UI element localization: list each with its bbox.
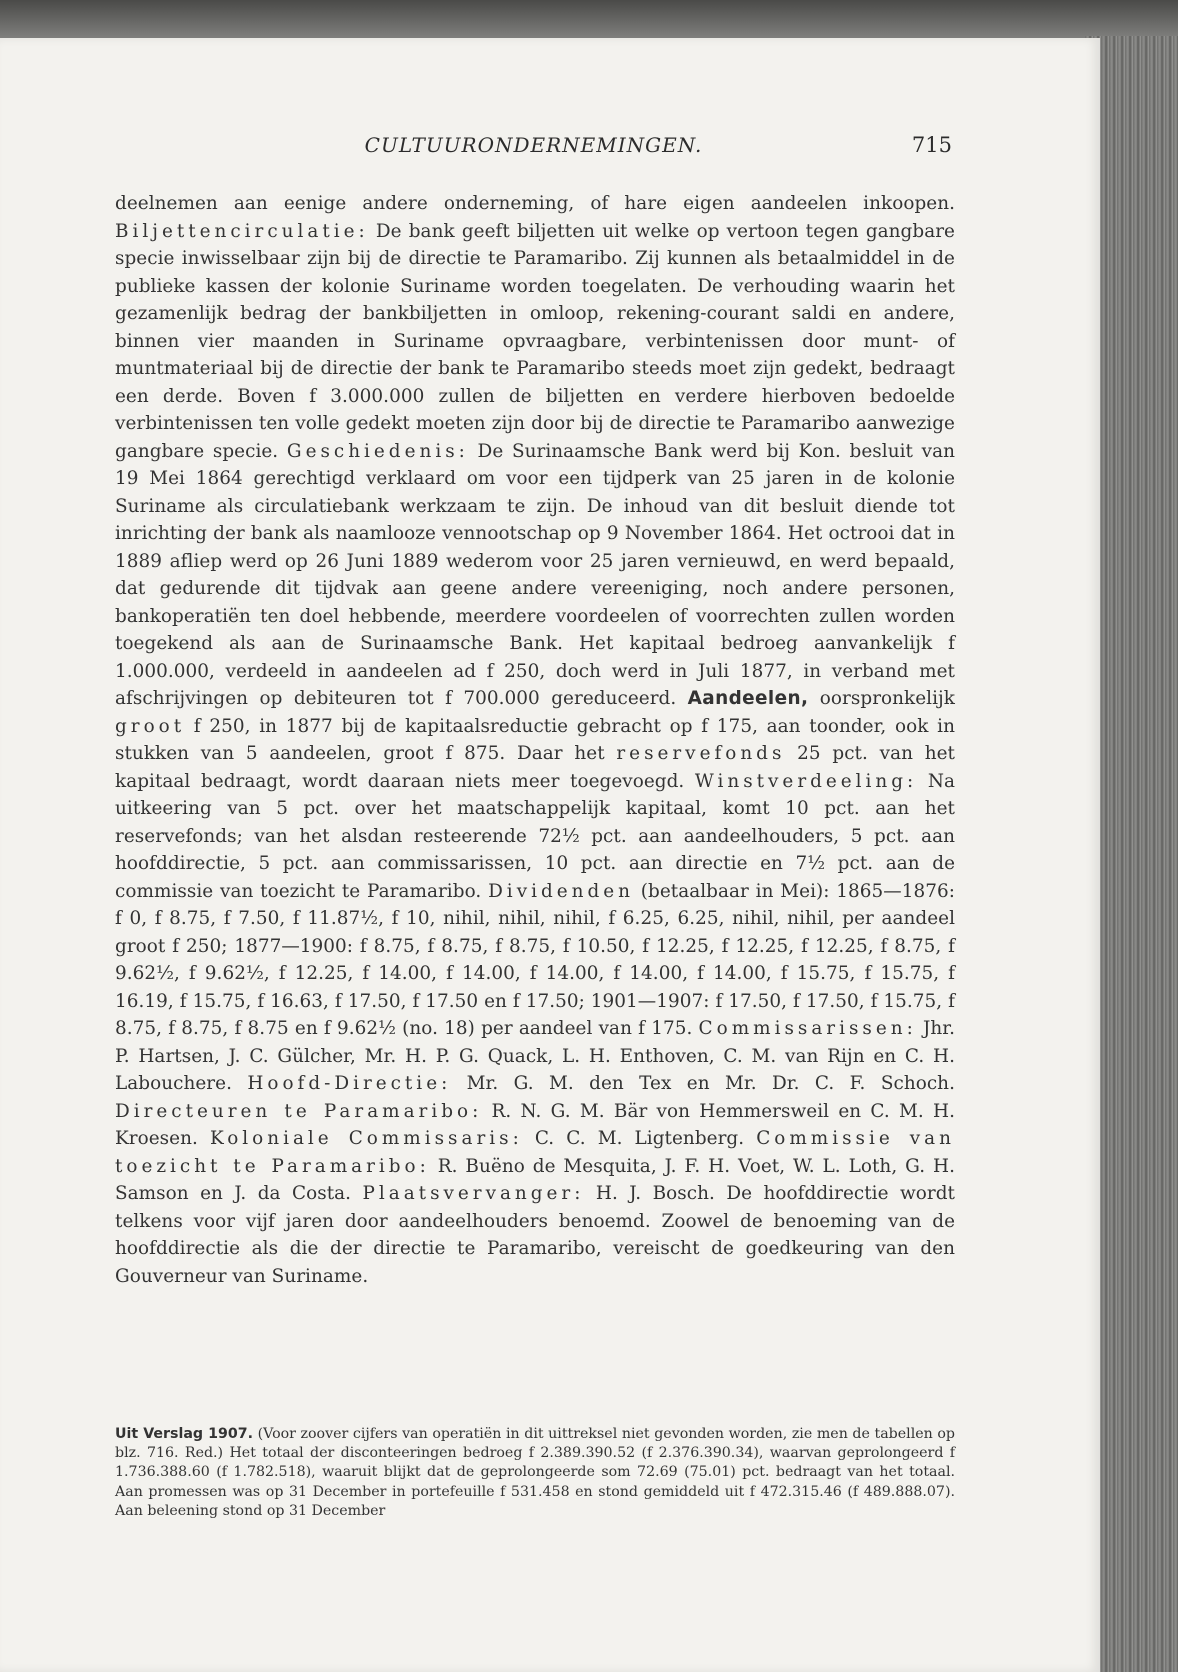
spaced-heading: Dividenden [488,880,634,902]
body-segment: deelnemen aan eenige andere onderneming, of hare eigen aandeelen inkoopen. [115,193,955,214]
body-segment: (betaalbaar in Mei): 1865—1876: f 0, f 8.75, f 7.50, f 11.87½, f 10, nihil, nihil, nihil, f 6.25, 6.25, nihil, nihil, per aandeel groot f 250; 1877—1900: f 8.75, f 8.75, f 8.75, f 10.50, f 12.25, f 12.25, f 12.25, f 8.75, f 9.62½, f 9.62½, f 12.25, f 14.00, f 14.00, f 14.00, f 14.00, f 14.00, f 15.75, f 15.75, f 16.19, f 15.75, f 16.63, f 17.50, f 17.50 en f 17.50; 1901—1907: f 17.50, f 17.50, f 15.75, f 8.75, f 8.75, f 8.75 en f 9.62½ (no. 18) per aandeel van f 175. [115,880,955,1039]
spaced-heading: groot [115,715,186,737]
body-segment: oorspronkelijk [808,688,955,709]
body-segment: Mr. G. M. den Tex en Mr. Dr. C. F. Schoch. [451,1073,955,1094]
page-header [115,133,952,169]
spaced-heading: Winstverdeeling: [694,770,918,792]
body-segment: C. C. M. Ligtenberg. [522,1128,757,1149]
body-segment: R. Buëno de Mesquita, J. F. H. Voet, W. L. Loth, G. H. Samson en J. da Costa. [115,1155,955,1204]
bold-heading: Aandeelen, [687,688,809,709]
spaced-heading: Plaatsvervanger: [362,1183,585,1204]
report-note-heading: Uit Verslag 1907. [115,1426,253,1442]
body-segment: De bank geeft biljetten uit welke op vertoon tegen gangbare specie inwisselbaar zijn bij de directie te Paramaribo. Zij kunnen als betaalmiddel in de publieke kassen der kolonie Suriname worden toegelaten. De verhouding waarin het gezamenlijk bedrag der bankbiljetten in omloop, rekening-courant saldi en andere, binnen vier maanden in Suriname opvraagbare, verbintenissen door munt- of muntmateriaal bij de directie der bank te Paramaribo steeds moet zijn gedekt, bedraagt een derde. Boven f 3.000.000 zullen de biljetten en verdere hierboven bedoelde verbintenissen ten volle gedekt moeten zijn door bij de directie te Paramaribo aanwezige gangbare specie. [115,220,955,462]
spaced-heading: Koloniale Commissaris: [209,1128,523,1149]
spaced-heading: Commissie van toezicht te Paramaribo: [115,1128,955,1177]
spaced-heading: Hoofd-Directie: [247,1073,452,1094]
body-segment: De Surinaamsche Bank werd bij Kon. besluit van 19 Mei 1864 gerechtigd verklaard om voor een tijdperk van 25 jaren in de kolonie Suriname als circulatiebank werkzaam te zijn. De inhoud van dit besluit diende tot inrichting der bank als naamlooze vennootschap op 9 November 1864. Het octrooi dat in 1889 afliep werd op 26 Juni 1889 wederom voor 25 jaren vernieuwd, en werd bepaald, dat gedurende dit tijdvak aan geene andere vereeniging, noch andere personen, bankoperatiën ten doel hebbende, meerdere voordeelen of voorrechten zullen worden toegekend als aan de Surinaamsche Bank. Het kapitaal bedroeg aanvankelijk f 1.000.000, verdeeld in aandeelen ad f 250, doch werd in Juli 1877, in verband met afschrijvingen op debiteuren tot f 700.000 gereduceerd. [115,440,955,709]
body-segment: H. J. Bosch. De hoofddirectie wordt telkens voor vijf jaren door aandeelhouders benoemd. Zoowel de benoeming van de hoofddirectie als die der directie te Paramaribo, vereischt de goedkeuring van den Gouverneur van Suriname. [115,1183,955,1287]
spaced-heading: reservefonds [616,743,786,764]
body-paragraph [115,190,955,1290]
body-segment: Jhr. P. Hartsen, J. C. Gülcher, Mr. H. P. G. Quack, L. H. Enthoven, C. M. van Rijn en C. H. Labouchere. [115,1018,955,1094]
spaced-heading: Commissarissen: [698,1018,917,1039]
spaced-heading: Directeuren te Paramaribo: [115,1100,483,1122]
body-segment: Na uitkeering van 5 pct. over het maatschappelijk kapitaal, komt 10 pct. aan het reservefonds; van het alsdan resteerende 72½ pct. aan aandeelhouders, 5 pct. aan hoofddirectie, 5 pct. aan commissarissen, 10 pct. aan directie en 7½ pct. aan de commissie van toezicht te Paramaribo. [115,770,955,902]
spaced-heading: Biljettencirculatie: [115,220,369,242]
spaced-heading: Geschiedenis: [286,440,469,462]
body-segment: R. N. G. M. Bär von Hemmersweil en C. M. H. Kroesen. [115,1100,955,1149]
running-title: CULTUURONDERNEMINGEN. [364,133,703,157]
body-segment: 25 pct. van het kapitaal bedraagt, wordt daaraan niets meer toegevoegd. [115,743,955,792]
report-note [115,1425,955,1521]
report-note-text: (Voor zoover cijfers van operatiën in dit uittreksel niet gevonden worden, zie men de tabellen op blz. 716. Red.) Het totaal der disconteeringen bedroeg f 2.389.390.52 (f 2.376.390.34), waarvan geprolongeerd f 1.736.388.60 (f 1.782.518), waaruit blijkt dat de geprolongeerde som 72.69 (75.01) pct. bedraagt van het totaal. Aan promessen was op 31 December in portefeuille f 531.458 en stond gemiddeld uit f 472.315.46 (f 489.888.07). Aan beleening stond op 31 December [115,1426,955,1519]
page-number: 715 [911,133,952,157]
body-segment: f 250, in 1877 bij de kapitaalsreductie gebracht op f 175, aan toonder, ook in stukken van 5 aandeelen, groot f 875. Daar het [115,715,955,764]
